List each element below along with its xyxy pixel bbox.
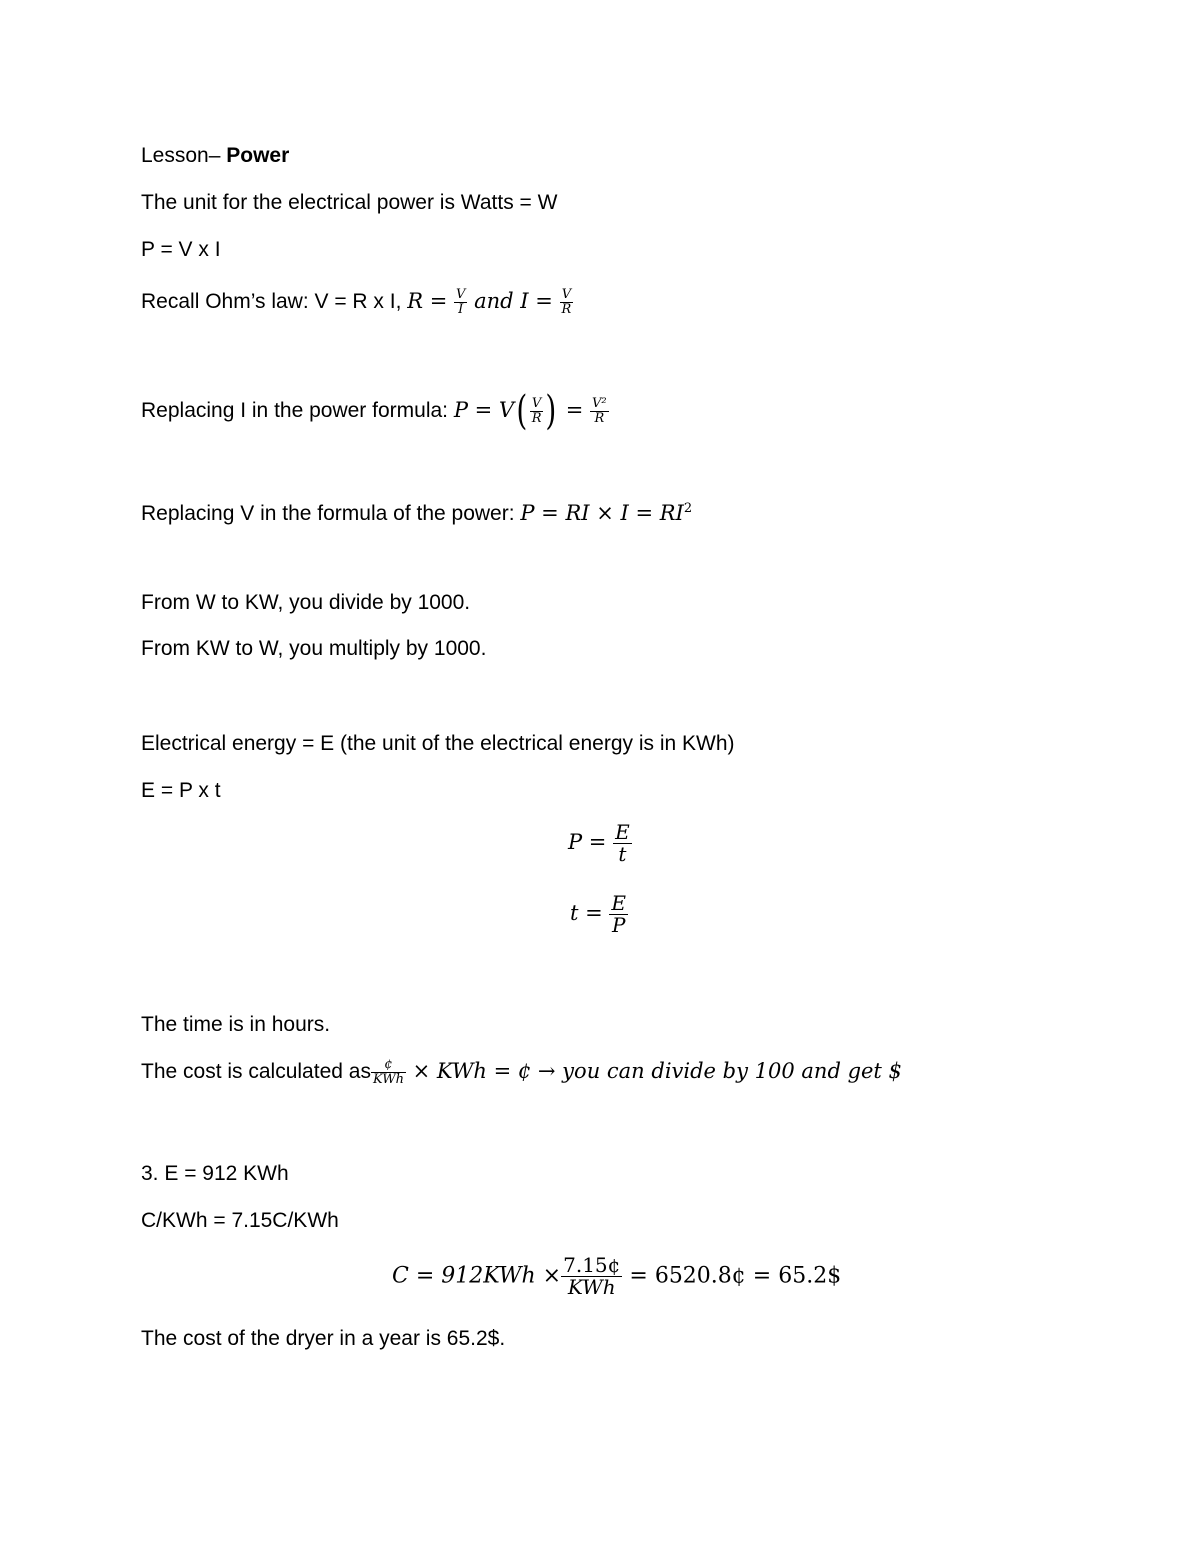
lesson-title: Power [226, 144, 290, 167]
v-squared-over-r-fraction [590, 397, 609, 425]
left-paren: ( [516, 388, 528, 435]
conclusion-line: The cost of the dryer in a year is 65.2$. [141, 1327, 506, 1350]
lesson-prefix: Lesson– [141, 144, 227, 167]
e-over-t-fraction [613, 822, 632, 865]
ohm-and: and I = [467, 289, 560, 313]
frac-den: R [531, 410, 542, 426]
replace-i-eq: = [559, 398, 591, 422]
v-over-r-fraction [560, 288, 574, 316]
question-3-line: 3. E = 912 KWh [141, 1162, 289, 1185]
lesson-heading [141, 143, 289, 169]
c-kwh: KWh [483, 1263, 536, 1289]
v-over-r-fraction [530, 397, 544, 425]
frac-num: V [456, 287, 466, 303]
frac-num: V [530, 397, 544, 412]
time-hours-line: The time is in hours. [141, 1013, 331, 1036]
frac-num: V² [592, 396, 607, 412]
t-eq: t = [570, 901, 610, 926]
frac-den: KWh [567, 1275, 616, 1299]
energy-line: Electrical energy = E (the unit of the electrical energy is in KWh) [141, 732, 735, 755]
kw-to-w-line: From KW to W, you multiply by 1000. [141, 637, 487, 660]
frac-den: I [458, 301, 464, 317]
replace-v-math: P = RI × I = RI [520, 501, 684, 525]
right-paren: ) [545, 388, 557, 435]
frac-den: KWh [372, 1071, 404, 1087]
c-right: = 6520.8¢ = 65.2$ [629, 1263, 842, 1289]
energy-formula: E = P x t [141, 779, 221, 802]
c-times: × [535, 1263, 562, 1289]
cost-prefix: The cost is calculated as [141, 1060, 371, 1083]
c-left: C = 912 [392, 1263, 484, 1289]
t-equals-e-over-p [570, 893, 628, 936]
p-equals-e-over-t [568, 822, 632, 865]
ohm-r: R = [407, 289, 455, 313]
cost-calculation [392, 1255, 841, 1298]
ohms-law-line [141, 288, 573, 317]
frac-num: 7.15¢ [563, 1253, 621, 1277]
cost-rest: × KWh = ¢ → you can divide by 100 and get $ [405, 1059, 902, 1083]
v-over-i-fraction [454, 288, 467, 316]
frac-den: t [618, 842, 627, 866]
frac-num: V [560, 288, 574, 303]
replace-i-prefix: Replacing I in the power formula: [141, 399, 454, 422]
replace-i-line [141, 388, 609, 435]
replace-i-p: P = V [453, 398, 515, 422]
e-over-p-fraction [609, 893, 628, 936]
rate-fraction [561, 1255, 622, 1298]
replace-v-line [141, 496, 692, 527]
frac-num: ¢ [371, 1058, 406, 1073]
frac-num: E [611, 891, 626, 915]
frac-den: P [611, 913, 626, 937]
replace-v-sup: 2 [683, 501, 693, 516]
w-to-kw-line: From W to KW, you divide by 1000. [141, 591, 471, 614]
p-eq: P = [568, 830, 614, 855]
cost-line [141, 1058, 902, 1087]
unit-line: The unit for the electrical power is Watts = W [141, 191, 558, 214]
frac-den: R [594, 410, 605, 426]
frac-num: E [615, 820, 630, 844]
rate-line: C/KWh = 7.15C/KWh [141, 1209, 339, 1232]
cent-over-kwh-fraction [371, 1058, 406, 1086]
ohm-prefix: Recall Ohm’s law: V = R x I, [141, 290, 408, 313]
frac-den: R [561, 301, 572, 317]
replace-v-prefix: Replacing V in the formula of the power: [141, 502, 521, 525]
power-formula: P = V x I [141, 238, 221, 261]
